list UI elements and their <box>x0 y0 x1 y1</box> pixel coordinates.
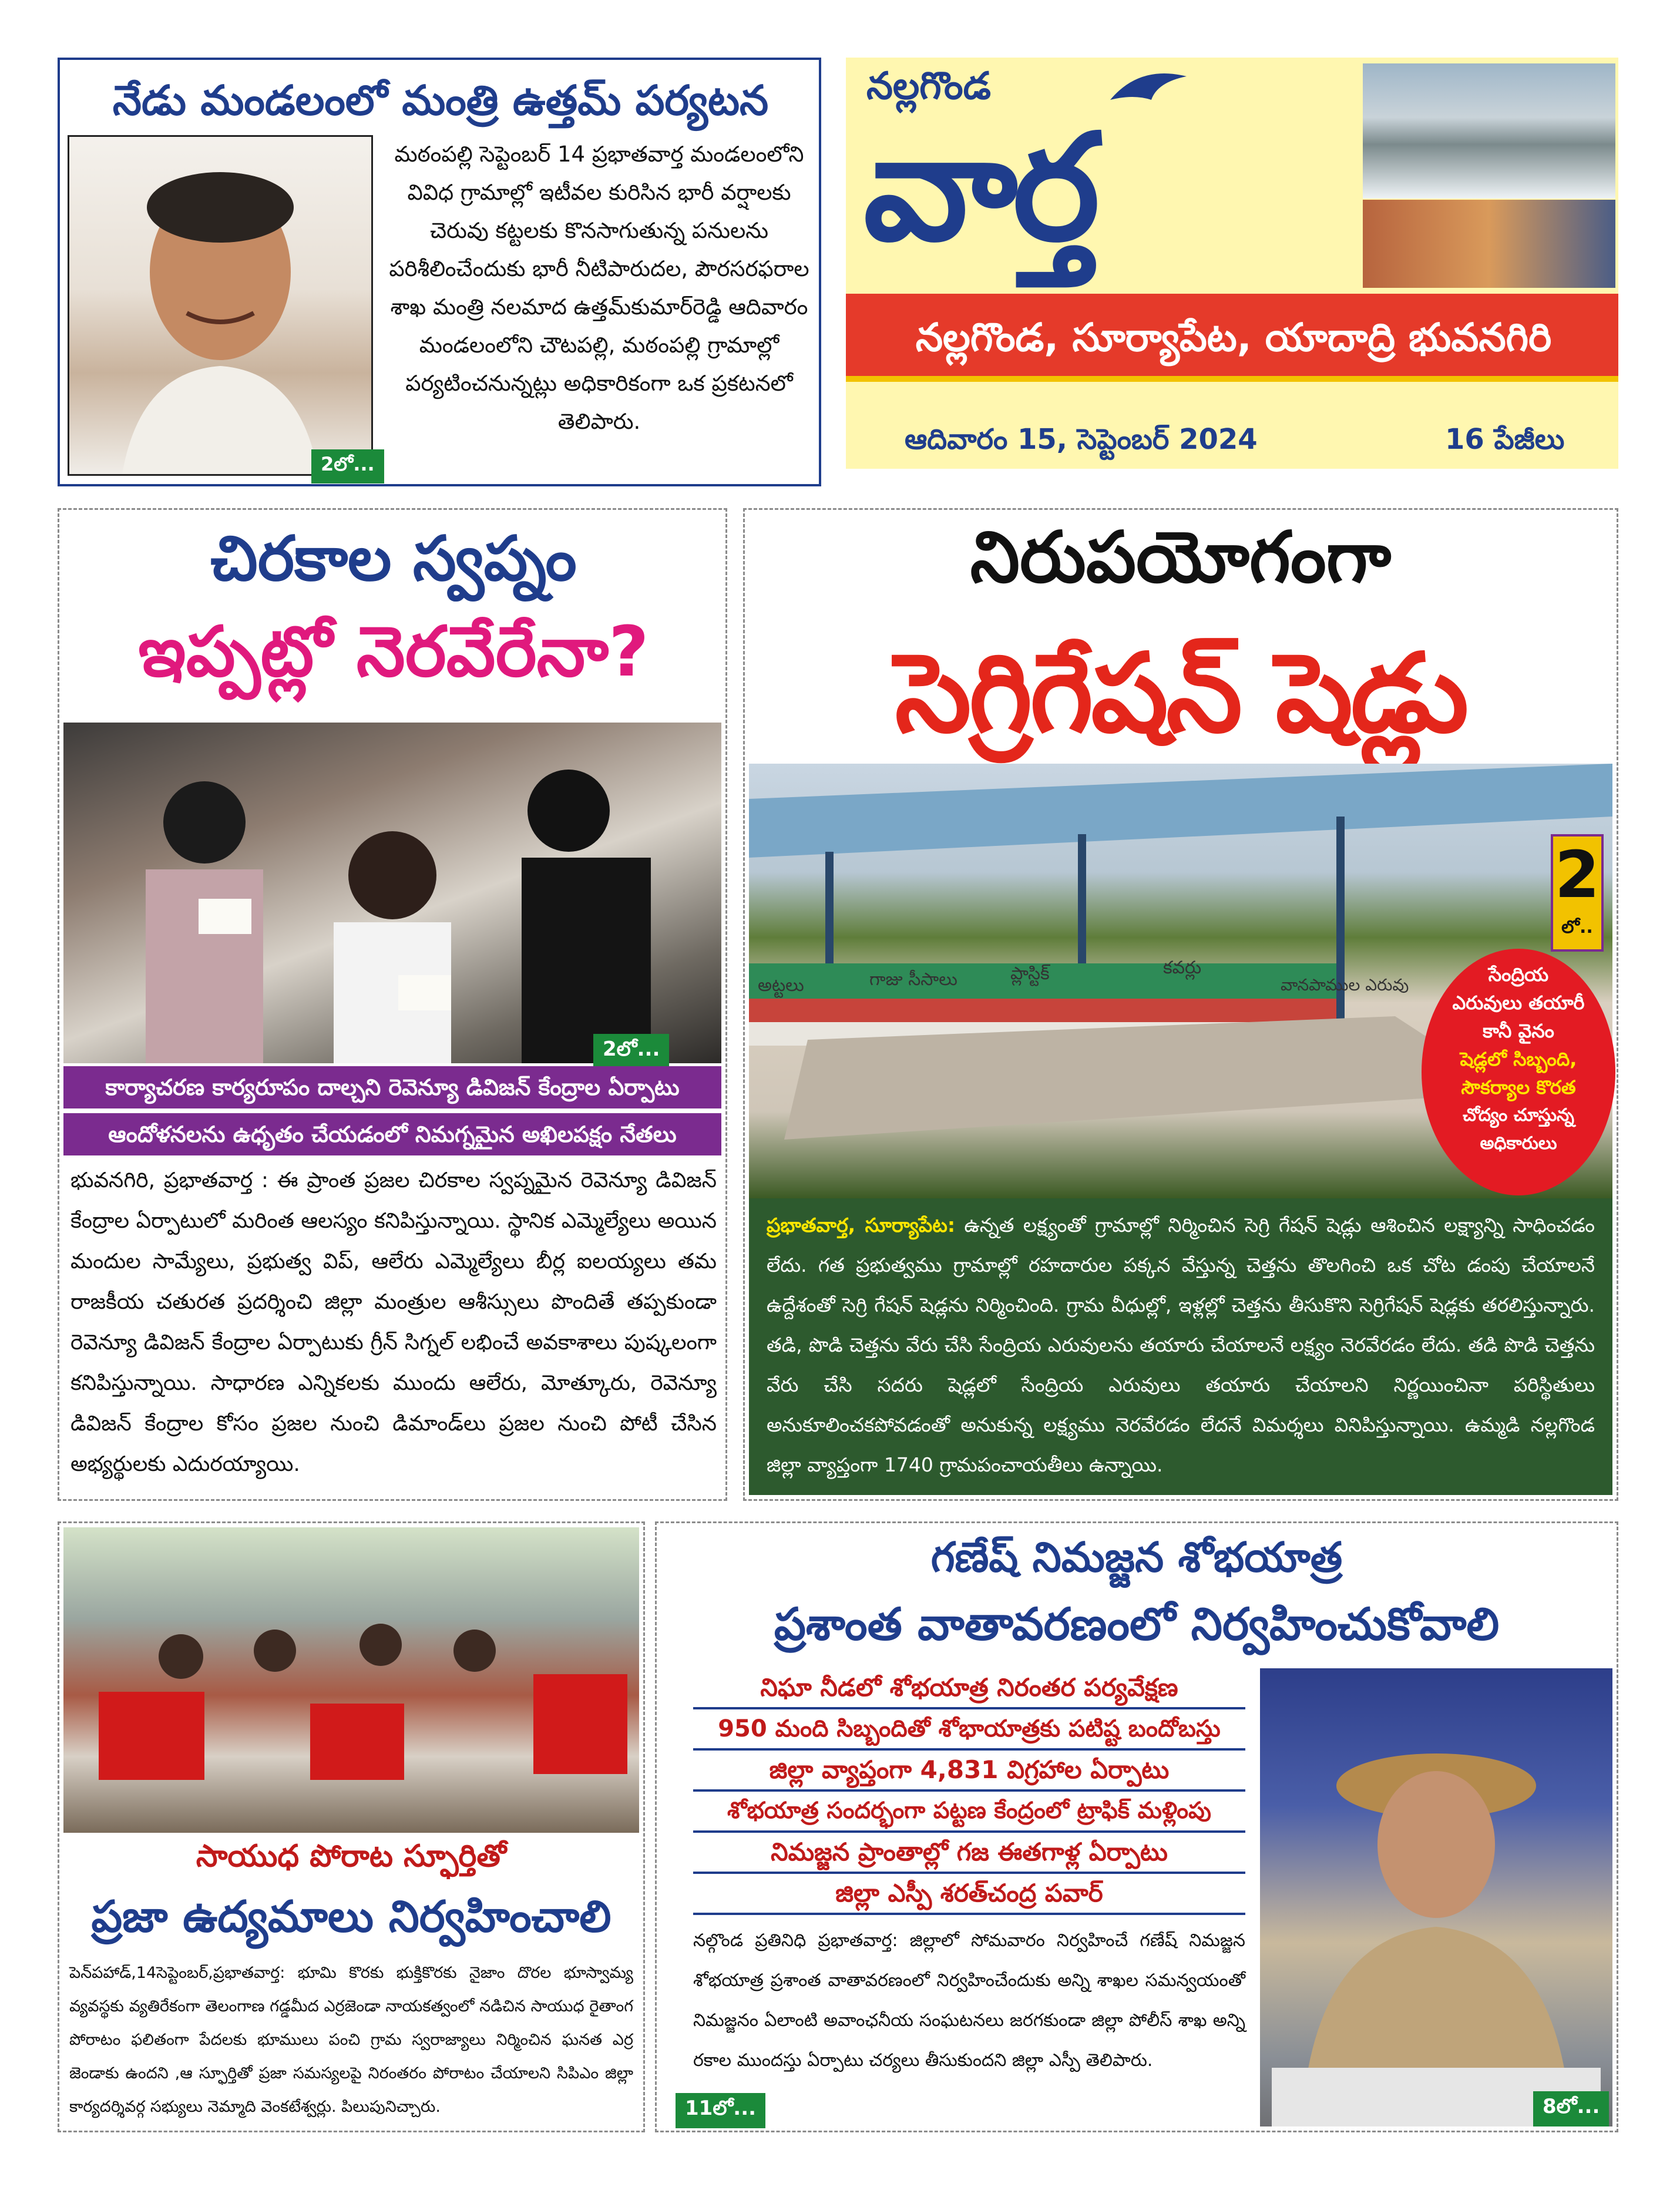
callout-line-6: చోద్యం చూస్తున్న <box>1463 1105 1574 1126</box>
masthead-edition: నల్లగొండ <box>866 65 991 108</box>
bottom-left-body: పెన్‌పహాడ్,14సెప్టెంబర్,ప్రభాతవార్త: భూమి కొరకు భుక్తికొరకు నైజాం దొరల భూస్వామ్య వ్యవస్థకు వ్యతిరేకంగా తెలంగాణ గడ్డమీద ఎర్రజెండా నాయకత్వంలో నడిచిన సాయుధ రైతాంగ పోరాటం ఫలితంగా పేదలకు భూములు పంచి గ్రామ స్వరాజ్యాలు నిర్మించిన ఘనత ఎర్ర జెండాకు ఉందని ,ఆ స్ఫూర్తితో ప్రజా సమస్యలపై నిరంతరం పోరాటం చేయాలని సిపిఎం జిల్లా కార్యదర్శివర్గ సభ్యులు నెమ్మాది వెంకటేశ్వర్లు. పిలుపునిచ్చారు. <box>69 1964 633 2116</box>
callout-line-2: ఎరువులు తయారీ <box>1452 992 1585 1014</box>
left-story-headline: ఇప్పట్లో నెరవేరేనా? <box>138 611 649 692</box>
police-officer-icon <box>1260 1668 1612 2126</box>
left-story-photo <box>63 723 721 1063</box>
main-story-badge[interactable] <box>1551 834 1604 952</box>
bottom-left-headline: ప్రజా ఉద్యమాలు నిర్వహించాలి <box>91 1892 611 1942</box>
shed-label-1: అట్టలు <box>758 975 804 996</box>
masthead-title: వార్త <box>863 102 1096 273</box>
main-story-badge-suffix: లో.. <box>1561 917 1593 938</box>
rally-photo <box>63 1527 639 1833</box>
shed-label-5: వానపాముల ఎరువు <box>1281 975 1409 995</box>
ganesh-page-ref[interactable]: 8లో... <box>1533 2091 1609 2126</box>
masthead-temple-photo <box>1363 200 1615 288</box>
protest-people-icon <box>63 723 721 1063</box>
masthead-districts: నల్లగొండ, సూర్యాపేట, యాదాద్రి భువనగిరి <box>915 315 1552 360</box>
minister-portrait-icon <box>69 137 371 474</box>
callout-line-5: సౌకర్యాల కొరత <box>1461 1076 1576 1098</box>
top-story-body: మఠంపల్లి సెప్టెంబర్ 14 ప్రభాతవార్త మండలంలోని వివిధ గ్రామాల్లో ఇటీవల కురిసిన భారీ వర్షాలకు చెరువు కట్టలకు కొనసాగుతున్న పనులను పరిశీలించేందుకు భారీ నీటిపారుదల, పౌరసరఫరాల శాఖ మంత్రి నలమాద ఉత్తమ్‌కుమార్‌రెడ్డి ఆదివారం మండలంలోని చౌటపల్లి, మఠంపల్లి గ్రామాల్లో పర్యటించనున్నట్లు అధికారికంగా ఒక ప్రకటనలో తెలిపారు. <box>389 142 809 434</box>
masthead-dam-photo <box>1363 63 1615 199</box>
shed-label-4: కవర్లు <box>1163 958 1202 978</box>
left-story-page-ref[interactable]: 2లో... <box>593 1034 669 1069</box>
ganesh-body: నల్గొండ ప్రతినిధి ప్రభాతవార్త: జిల్లాలో సోమవారం నిర్వహించే గణేష్ నిమజ్జన శోభయాత్ర ప్రశాంత వాతావరణంలో నిర్వహించేందుకు అన్ని శాఖల సమన్వయంతో నిమజ్జనం ఏలాంటి అవాంఛనీయ సంఘటనలు జరగకుండా జిల్లా పోలీస్ శాఖ అన్ని రకాల ముందస్తు ఏర్పాటు చర్యలు తీసుకుందని జిల్లా ఎస్పీ తెలిపారు. <box>693 1930 1245 2071</box>
minister-photo <box>68 135 373 476</box>
shed-label-2: గాజు సీసాలు <box>869 969 957 990</box>
main-story-body <box>749 1198 1612 1495</box>
bottom-left-kicker: సాయుధ పోరాట స్ఫూర్తితో <box>196 1839 507 1874</box>
shed-label-3: ప్లాస్టిక్ <box>1010 963 1050 984</box>
ganesh-point-3: జిల్లా వ్యాప్తంగా 4,831 విగ్రహాల ఏర్పాటు <box>693 1751 1245 1792</box>
main-story-badge-num: 2 <box>1554 837 1600 912</box>
callout-line-3: కానీ వైనం <box>1483 1020 1554 1042</box>
main-story-callout <box>1422 949 1615 1195</box>
main-story-body-text: ఉన్నత లక్ష్యంతో గ్రామాల్లో నిర్మించిన సెగ్రి గేషన్ షెడ్లు ఆశించిన లక్ష్యాన్ని సాధించడం లేదు. గత ప్రభుత్వము గ్రామాల్లో రహదారుల పక్కన వేస్తున్న చెత్తను తొలగించి ఒక చోట డంపు చేయాలనే ఉద్దేశంతో సెగ్రి గేషన్ షెడ్లను నిర్మించింది. గ్రామ వీధుల్లో, ఇళ్లల్లో చెత్తను తీసుకొని సెగ్రిగేషన్ షెడ్లకు తరలిస్తున్నారు. తడి, పొడి చెత్తను వేరు చేసి సేంద్రియ ఎరువులను తయారు చేయాలనే లక్ష్యం నెరవేరడం లేదు. తడి పొడి చెత్తను వేరు చేసి సదరు షెడ్లలో సేంద్రియ ఎరువులు తయారు చేయాలని నిర్ణయించినా పరిస్థితులు అనుకూలించకపోవడంతో అనుకున్న లక్ష్యము నెరవేరడం లేదనే విమర్శలు వినిపిస్తున్నాయి. ఉమ్మడి నల్లగొండ జిల్లా వ్యాప్తంగా 1740 గ్రామపంచాయతీలు ఉన్నాయి. <box>767 1214 1595 1476</box>
callout-line-1: సేంద్రియ <box>1488 963 1549 986</box>
ganesh-point-5: నిమజ్జన ప్రాంతాల్లో గజ ఈతగాళ్ల ఏర్పాటు <box>693 1833 1245 1874</box>
main-story-body-lead: ప్రభాతవార్త, సూర్యాపేట: <box>767 1214 956 1237</box>
red-flags-icon <box>63 1527 639 1833</box>
main-story-headline: సెగ్రిగేషన్ షెడ్లు <box>895 630 1467 757</box>
sp-photo <box>1260 1668 1612 2126</box>
left-story-sub1: కార్యాచరణ కార్యరూపం దాల్చని రెవెన్యూ డివిజన్ కేంద్రాల ఏర్పాటు <box>63 1066 721 1108</box>
ganesh-kicker: గణేష్ నిమజ్జన శోభయాత్ర <box>930 1533 1343 1581</box>
ganesh-point-1: నిఘా నీడలో శోభయాత్ర నిరంతర పర్యవేక్షణ <box>693 1668 1245 1709</box>
left-story-kicker: చిరకాల స్వప్నం <box>210 523 577 594</box>
left-story-sub2: ఆందోళనలను ఉధృతం చేయడంలో నిమగ్నమైన అఖిలపక్షం నేతలు <box>63 1113 721 1155</box>
ganesh-point-4: శోభయాత్ర సందర్భంగా పట్టణ కేంద్రంలో ట్రాఫిక్ మళ్లింపు <box>693 1792 1245 1833</box>
callout-line-4: షెడ్లలో సిబ్బంది, <box>1460 1048 1577 1070</box>
masthead-pages: 16 పేజీలు <box>1445 423 1565 456</box>
top-story-headline: నేడు మండలంలో మంత్రి ఉత్తమ్ పర్యటన <box>112 76 769 125</box>
top-story-page-ref[interactable]: 2లో... <box>311 449 384 483</box>
main-story-kicker: నిరుపయోగంగా <box>970 517 1392 599</box>
ganesh-headline: ప్రశాంత వాతావరణంలో నిర్వహించుకోవాలి <box>774 1598 1500 1650</box>
bottom-left-page-ref[interactable]: 11లో... <box>676 2093 765 2128</box>
callout-line-7: అధికారులు <box>1480 1133 1557 1154</box>
ganesh-point-2: 950 మంది సిబ్బందితో శోభాయాత్రకు పటిష్ట బందోబస్తు <box>693 1709 1245 1751</box>
masthead-date: ఆదివారం 15, సెప్టెంబర్ 2024 <box>905 423 1258 456</box>
ganesh-point-6: జిల్లా ఎస్పీ శరత్‌చంద్ర పవార్ <box>693 1874 1245 1915</box>
left-story-body: భువనగిరి, ప్రభాతవార్త : ఈ ప్రాంత ప్రజల చిరకాల స్వప్నమైన రెవెన్యూ డివిజన్ కేంద్రాల ఏర్పాటులో మరింత ఆలస్యం కనిపిస్తున్నాయి. స్థానిక ఎమ్మెల్యేలు అయిన మందుల సామ్యేలు, ప్రభుత్వ విప్, ఆలేరు ఎమ్మెల్యేలు బీర్ల ఐలయ్యలు తమ రాజకీయ చతురత ప్రదర్శించి జిల్లా మంత్రుల ఆశీస్సులు పొందితే తప్పకుండా రెవెన్యూ డివిజన్ కేంద్రాల ఏర్పాటుకు గ్రీన్ సిగ్నల్ లభించే అవకాశాలు పుష్కలంగా కనిపిస్తున్నాయి. సాధారణ ఎన్నికలకు ముందు ఆలేరు, మోత్కూరు, రెవెన్యూ డివిజన్ కేంద్రాల కోసం ప్రజల నుంచి డిమాండ్‌లు ప్రజల నుంచి పోటీ చేసిన అభ్యర్థులకు ఎదురయ్యాయి. <box>70 1168 717 1476</box>
